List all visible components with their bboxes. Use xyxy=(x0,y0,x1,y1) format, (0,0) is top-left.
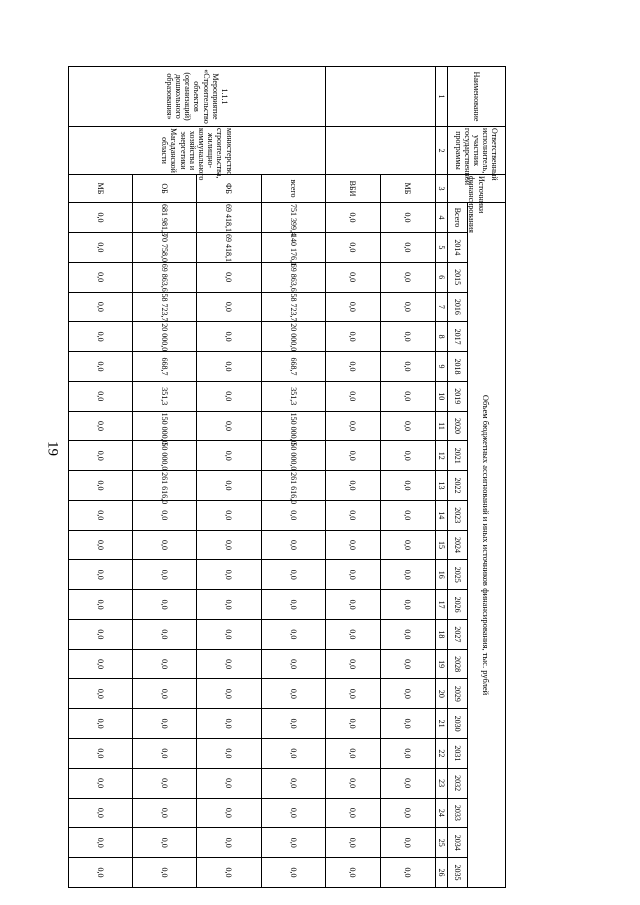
value-cell: 0,0 xyxy=(380,828,435,858)
header-year: 2015 xyxy=(448,262,468,292)
column-index: 8 xyxy=(436,322,448,352)
header-year: 2035 xyxy=(448,858,468,888)
value-cell: 70 758,0 xyxy=(133,233,197,263)
header-year: 2020 xyxy=(448,411,468,441)
source-cell: МБ xyxy=(380,175,435,203)
column-index: 20 xyxy=(436,679,448,709)
value-cell: 0,0 xyxy=(325,828,380,858)
value-cell: 0,0 xyxy=(133,619,197,649)
value-cell: 0,0 xyxy=(380,679,435,709)
source-cell: ВБИ xyxy=(325,175,380,203)
page-number: 19 xyxy=(44,441,61,456)
value-cell: 0,0 xyxy=(380,262,435,292)
header-year: 2028 xyxy=(448,649,468,679)
value-cell: 20 000,0 xyxy=(261,322,325,352)
value-cell: 0,0 xyxy=(380,530,435,560)
value-cell: 0,0 xyxy=(261,590,325,620)
header-name: Наименование xyxy=(448,67,506,127)
value-cell: 0,0 xyxy=(133,768,197,798)
value-cell: 0,0 xyxy=(197,709,261,739)
value-cell: 0,0 xyxy=(69,679,133,709)
value-cell: 69 863,6 xyxy=(261,262,325,292)
column-index: 13 xyxy=(436,471,448,501)
value-cell: 0,0 xyxy=(69,858,133,888)
value-cell: 0,0 xyxy=(133,828,197,858)
total-cell: 751 399,4 xyxy=(261,203,325,233)
table-row xyxy=(261,67,325,888)
value-cell: 150 000,0 xyxy=(133,411,197,441)
value-cell: 0,0 xyxy=(325,530,380,560)
table-row xyxy=(133,67,197,888)
event-name: 1.1.1 Мероприятие «Строительство объектов (организаций) дошкольного образования» xyxy=(69,67,326,127)
value-cell: 58 723,7 xyxy=(261,292,325,322)
value-cell: 0,0 xyxy=(261,649,325,679)
total-cell: 681 981,3 xyxy=(133,203,197,233)
value-cell: 69 863,6 xyxy=(133,262,197,292)
value-cell: 0,0 xyxy=(325,858,380,888)
column-index: 4 xyxy=(436,203,448,233)
value-cell: 0,0 xyxy=(380,649,435,679)
value-cell: 0,0 xyxy=(325,679,380,709)
value-cell: 0,0 xyxy=(69,352,133,382)
column-index: 11 xyxy=(436,411,448,441)
header-year: 2024 xyxy=(448,530,468,560)
value-cell: 0,0 xyxy=(197,411,261,441)
column-index: 5 xyxy=(436,233,448,263)
value-cell: 261 616,0 xyxy=(133,471,197,501)
value-cell: 0,0 xyxy=(197,739,261,769)
value-cell: 0,0 xyxy=(261,530,325,560)
column-index: 24 xyxy=(436,798,448,828)
executor-name: министерство строительства, жилищно-коммунального хозяйства и энергетики Магаданской области xyxy=(69,127,326,175)
value-cell: 20 000,0 xyxy=(133,322,197,352)
value-cell: 0,0 xyxy=(197,352,261,382)
value-cell: 0,0 xyxy=(325,322,380,352)
value-cell: 0,0 xyxy=(69,322,133,352)
value-cell: 50 000,0 xyxy=(133,441,197,471)
value-cell: 0,0 xyxy=(380,798,435,828)
header-year: 2014 xyxy=(448,233,468,263)
value-cell: 0,0 xyxy=(197,828,261,858)
value-cell: 0,0 xyxy=(69,649,133,679)
rotated-table-area xyxy=(68,66,506,888)
value-cell: 0,0 xyxy=(133,858,197,888)
column-index: 18 xyxy=(436,619,448,649)
column-index: 26 xyxy=(436,858,448,888)
header-year: 2032 xyxy=(448,768,468,798)
total-cell: 69 418,1 xyxy=(197,203,261,233)
table-row xyxy=(380,67,435,888)
value-cell: 0,0 xyxy=(69,619,133,649)
column-index: 3 xyxy=(436,175,448,203)
table-row xyxy=(69,67,133,888)
value-cell: 0,0 xyxy=(69,411,133,441)
value-cell: 0,0 xyxy=(380,560,435,590)
value-cell: 0,0 xyxy=(69,530,133,560)
header-year: 2023 xyxy=(448,500,468,530)
value-cell: 0,0 xyxy=(69,471,133,501)
value-cell: 0,0 xyxy=(380,619,435,649)
value-cell: 0,0 xyxy=(133,590,197,620)
value-cell: 0,0 xyxy=(380,292,435,322)
column-index: 10 xyxy=(436,381,448,411)
column-index: 6 xyxy=(436,262,448,292)
column-index: 17 xyxy=(436,590,448,620)
value-cell: 668,7 xyxy=(261,352,325,382)
value-cell: 0,0 xyxy=(261,858,325,888)
value-cell: 0,0 xyxy=(197,858,261,888)
header-total: Всего xyxy=(448,203,468,233)
value-cell: 0,0 xyxy=(325,352,380,382)
value-cell: 0,0 xyxy=(325,590,380,620)
total-cell: 0,0 xyxy=(325,203,380,233)
value-cell: 0,0 xyxy=(197,590,261,620)
value-cell: 668,7 xyxy=(133,352,197,382)
column-index: 2 xyxy=(436,127,448,175)
financing-table xyxy=(68,66,506,888)
value-cell: 0,0 xyxy=(380,590,435,620)
value-cell: 0,0 xyxy=(197,322,261,352)
header-year: 2031 xyxy=(448,739,468,769)
column-index: 12 xyxy=(436,441,448,471)
value-cell: 58 723,7 xyxy=(133,292,197,322)
value-cell: 0,0 xyxy=(325,768,380,798)
value-cell: 0,0 xyxy=(197,530,261,560)
value-cell: 0,0 xyxy=(325,619,380,649)
header-source: Источники финансирования xyxy=(448,175,506,203)
value-cell: 0,0 xyxy=(261,739,325,769)
header-year: 2022 xyxy=(448,471,468,501)
value-cell: 0,0 xyxy=(325,411,380,441)
header-year: 2027 xyxy=(448,619,468,649)
value-cell: 0,0 xyxy=(69,262,133,292)
value-cell: 0,0 xyxy=(69,560,133,590)
value-cell: 0,0 xyxy=(380,441,435,471)
value-cell: 0,0 xyxy=(197,619,261,649)
column-index: 22 xyxy=(436,739,448,769)
header-year: 2033 xyxy=(448,798,468,828)
total-cell: 0,0 xyxy=(380,203,435,233)
value-cell: 0,0 xyxy=(325,262,380,292)
value-cell: 351,3 xyxy=(261,381,325,411)
value-cell: 0,0 xyxy=(380,471,435,501)
value-cell: 0,0 xyxy=(261,679,325,709)
value-cell: 0,0 xyxy=(261,768,325,798)
header-year: 2025 xyxy=(448,560,468,590)
header-year: 2030 xyxy=(448,709,468,739)
value-cell: 0,0 xyxy=(197,381,261,411)
value-cell: 0,0 xyxy=(325,649,380,679)
value-cell: 0,0 xyxy=(325,500,380,530)
value-cell: 0,0 xyxy=(325,739,380,769)
value-cell: 0,0 xyxy=(325,560,380,590)
empty-cell xyxy=(325,127,435,175)
value-cell: 0,0 xyxy=(133,530,197,560)
value-cell: 0,0 xyxy=(197,500,261,530)
value-cell: 261 616,0 xyxy=(261,471,325,501)
header-year: 2016 xyxy=(448,292,468,322)
source-cell: ОБ xyxy=(133,175,197,203)
value-cell: 0,0 xyxy=(69,500,133,530)
column-index: 21 xyxy=(436,709,448,739)
value-cell: 0,0 xyxy=(261,619,325,649)
header-executor: Ответственный исполнитель, участник государственной программы xyxy=(448,127,506,175)
value-cell: 0,0 xyxy=(325,233,380,263)
table-row xyxy=(197,67,261,888)
value-cell: 0,0 xyxy=(380,233,435,263)
value-cell: 0,0 xyxy=(133,798,197,828)
value-cell: 0,0 xyxy=(380,858,435,888)
value-cell: 0,0 xyxy=(380,768,435,798)
value-cell: 0,0 xyxy=(69,709,133,739)
value-cell: 0,0 xyxy=(197,679,261,709)
value-cell: 0,0 xyxy=(197,471,261,501)
header-volume: Объем бюджетных ассигнований и иных источников финансирования, тыс. рублей xyxy=(468,203,506,888)
value-cell: 0,0 xyxy=(69,590,133,620)
value-cell: 0,0 xyxy=(197,441,261,471)
header-year: 2018 xyxy=(448,352,468,382)
value-cell: 0,0 xyxy=(133,739,197,769)
header-year: 2017 xyxy=(448,322,468,352)
value-cell: 0,0 xyxy=(197,292,261,322)
source-cell: всего xyxy=(261,175,325,203)
value-cell: 0,0 xyxy=(380,381,435,411)
value-cell: 50 000,0 xyxy=(261,441,325,471)
value-cell: 0,0 xyxy=(133,649,197,679)
value-cell: 351,3 xyxy=(133,381,197,411)
header-year: 2021 xyxy=(448,441,468,471)
table-wrapper xyxy=(68,66,506,888)
value-cell: 0,0 xyxy=(380,352,435,382)
value-cell: 0,0 xyxy=(261,560,325,590)
value-cell: 0,0 xyxy=(197,649,261,679)
value-cell: 0,0 xyxy=(380,322,435,352)
value-cell: 0,0 xyxy=(380,411,435,441)
value-cell: 140 176,1 xyxy=(261,233,325,263)
value-cell: 0,0 xyxy=(325,709,380,739)
value-cell: 0,0 xyxy=(197,262,261,292)
header-year: 2034 xyxy=(448,828,468,858)
value-cell: 0,0 xyxy=(69,739,133,769)
column-index: 23 xyxy=(436,768,448,798)
value-cell: 0,0 xyxy=(69,381,133,411)
value-cell: 0,0 xyxy=(69,292,133,322)
header-year: 2026 xyxy=(448,590,468,620)
value-cell: 0,0 xyxy=(133,560,197,590)
column-index: 19 xyxy=(436,649,448,679)
column-index: 16 xyxy=(436,560,448,590)
value-cell: 0,0 xyxy=(197,768,261,798)
value-cell: 0,0 xyxy=(325,471,380,501)
value-cell: 0,0 xyxy=(325,292,380,322)
value-cell: 0,0 xyxy=(197,560,261,590)
value-cell: 0,0 xyxy=(261,709,325,739)
value-cell: 0,0 xyxy=(133,679,197,709)
source-cell: МБ xyxy=(69,175,133,203)
header-year: 2019 xyxy=(448,381,468,411)
value-cell: 0,0 xyxy=(380,739,435,769)
column-index: 7 xyxy=(436,292,448,322)
value-cell: 0,0 xyxy=(133,500,197,530)
table-row xyxy=(325,67,380,888)
value-cell: 150 000,0 xyxy=(261,411,325,441)
column-index: 1 xyxy=(436,67,448,127)
header-year: 2029 xyxy=(448,679,468,709)
value-cell: 0,0 xyxy=(69,768,133,798)
source-cell: ФБ xyxy=(197,175,261,203)
value-cell: 0,0 xyxy=(325,798,380,828)
total-cell: 0,0 xyxy=(69,203,133,233)
column-index: 15 xyxy=(436,530,448,560)
value-cell: 0,0 xyxy=(133,709,197,739)
column-index: 25 xyxy=(436,828,448,858)
value-cell: 0,0 xyxy=(380,709,435,739)
empty-cell xyxy=(325,67,435,127)
value-cell: 0,0 xyxy=(261,500,325,530)
value-cell: 0,0 xyxy=(69,828,133,858)
value-cell: 0,0 xyxy=(261,828,325,858)
value-cell: 0,0 xyxy=(69,233,133,263)
column-index: 9 xyxy=(436,352,448,382)
value-cell: 0,0 xyxy=(380,500,435,530)
value-cell: 0,0 xyxy=(69,441,133,471)
value-cell: 0,0 xyxy=(325,441,380,471)
value-cell: 0,0 xyxy=(197,798,261,828)
value-cell: 69 418,1 xyxy=(197,233,261,263)
value-cell: 0,0 xyxy=(325,381,380,411)
column-index: 14 xyxy=(436,500,448,530)
value-cell: 0,0 xyxy=(69,798,133,828)
value-cell: 0,0 xyxy=(261,798,325,828)
